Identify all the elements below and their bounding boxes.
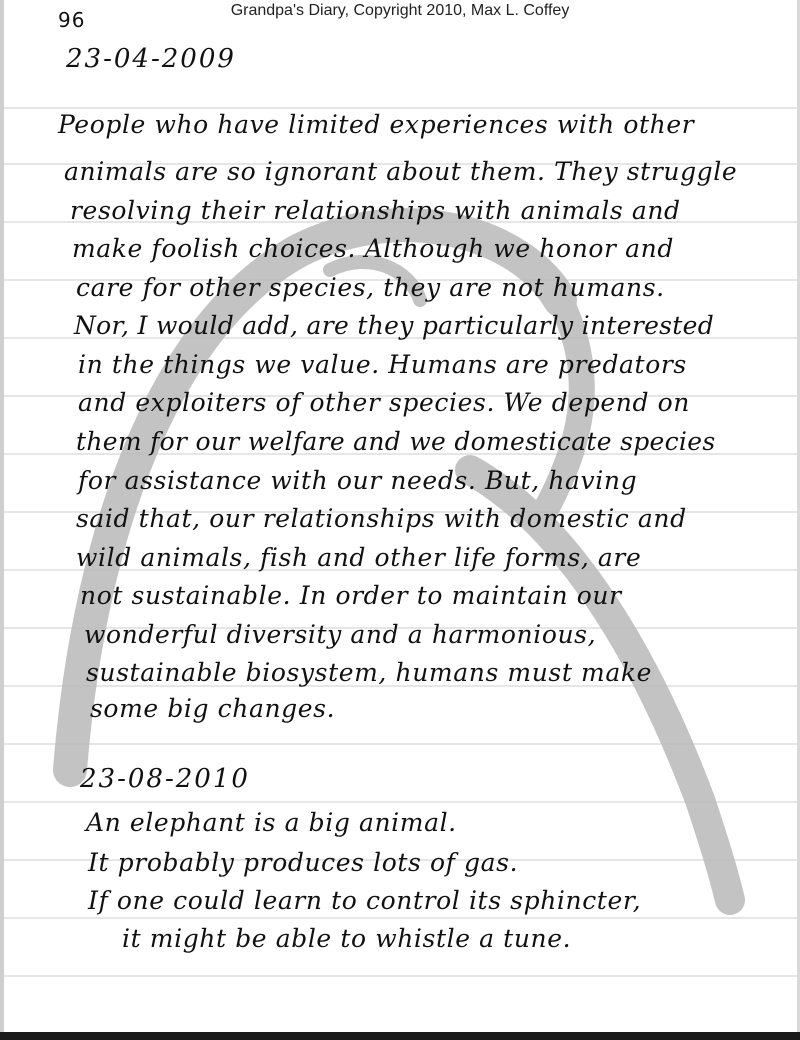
entry-line: said that, our relationships with domestic and xyxy=(76,504,687,533)
entry-line: If one could learn to control its sphincter, xyxy=(88,886,642,915)
page-bottom-edge xyxy=(0,1032,800,1040)
entry-line: care for other species, they are not humans. xyxy=(76,273,665,302)
entry-line: them for our welfare and we domesticate species xyxy=(76,427,716,456)
entry-date: 23-04-2009 xyxy=(66,44,236,74)
page-number: 96 xyxy=(58,8,86,32)
entry-line: for assistance with our needs. But, having xyxy=(78,466,638,495)
entry-line: People who have limited experiences with other xyxy=(58,110,695,139)
entry-line: wonderful diversity and a harmonious, xyxy=(84,620,597,649)
entry-line: not sustainable. In order to maintain our xyxy=(80,581,622,610)
page-header xyxy=(0,0,800,32)
entry-line: it might be able to whistle a tune. xyxy=(122,924,572,953)
entry-line: some big changes. xyxy=(90,694,336,723)
copyright-notice: Grandpa's Diary, Copyright 2010, Max L. Coffey xyxy=(230,2,570,19)
binding-edge xyxy=(0,0,4,1040)
entry-date: 23-08-2010 xyxy=(80,764,250,794)
entry-line: resolving their relationships with animals and xyxy=(70,196,681,225)
entry-line: Nor, I would add, are they particularly interested xyxy=(74,311,715,340)
entry-line: An elephant is a big animal. xyxy=(86,808,457,837)
entry-line: It probably produces lots of gas. xyxy=(88,848,519,877)
entry-line: wild animals, fish and other life forms, are xyxy=(76,543,642,572)
entry-line: sustainable biosystem, humans must make xyxy=(86,658,653,687)
entry-line: animals are so ignorant about them. They struggle xyxy=(64,157,738,186)
entry-line: make foolish choices. Although we honor and xyxy=(72,234,674,263)
entry-line: in the things we value. Humans are predators xyxy=(78,350,687,379)
entry-line: and exploiters of other species. We depend on xyxy=(78,388,690,417)
